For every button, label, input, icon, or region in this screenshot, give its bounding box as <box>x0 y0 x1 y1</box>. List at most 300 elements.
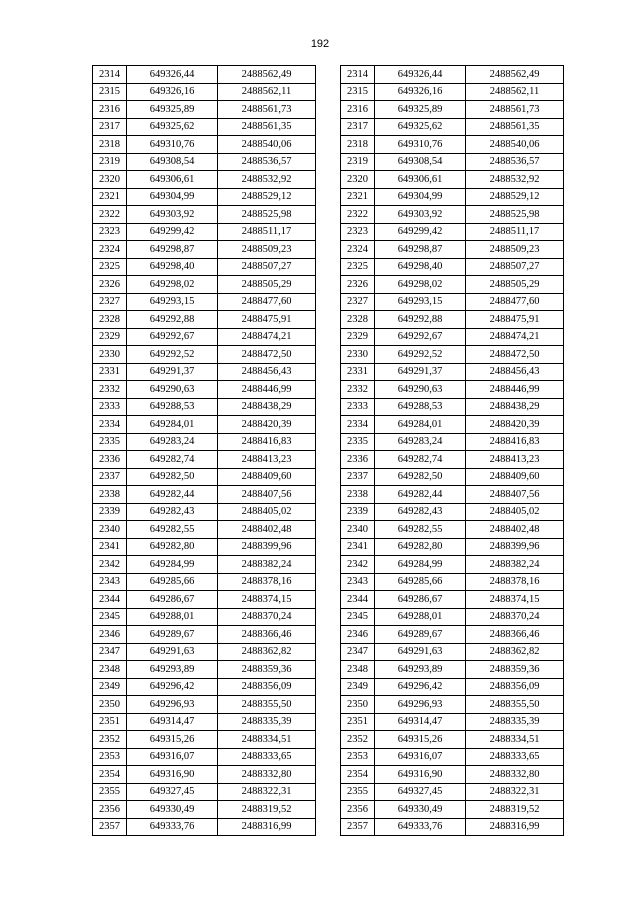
y-coordinate-cell: 2488507,27 <box>218 258 316 276</box>
x-coordinate-cell: 649325,62 <box>375 118 466 136</box>
point-number-cell: 2336 <box>341 451 375 469</box>
y-coordinate-cell: 2488477,60 <box>466 293 564 311</box>
point-number-cell: 2328 <box>93 311 127 329</box>
table-row <box>341 346 564 364</box>
table-row <box>341 818 564 836</box>
y-coordinate-cell: 2488333,65 <box>218 748 316 766</box>
y-coordinate-cell: 2488525,98 <box>466 206 564 224</box>
x-coordinate-cell: 649283,24 <box>375 433 466 451</box>
table-row <box>341 293 564 311</box>
y-coordinate-cell: 2488529,12 <box>466 188 564 206</box>
y-coordinate-cell: 2488562,49 <box>218 66 316 84</box>
point-number-cell: 2348 <box>93 661 127 679</box>
point-number-cell: 2356 <box>93 801 127 819</box>
x-coordinate-cell: 649310,76 <box>127 136 218 154</box>
x-coordinate-cell: 649296,42 <box>127 678 218 696</box>
point-number-cell: 2341 <box>341 538 375 556</box>
table-row <box>93 801 316 819</box>
table-row <box>93 503 316 521</box>
table-row <box>93 538 316 556</box>
y-coordinate-cell: 2488374,15 <box>466 591 564 609</box>
y-coordinate-cell: 2488413,23 <box>466 451 564 469</box>
point-number-cell: 2343 <box>93 573 127 591</box>
y-coordinate-cell: 2488446,99 <box>218 381 316 399</box>
x-coordinate-cell: 649289,67 <box>375 626 466 644</box>
table-row <box>341 521 564 539</box>
point-number-cell: 2319 <box>341 153 375 171</box>
x-coordinate-cell: 649316,90 <box>375 766 466 784</box>
table-row <box>93 818 316 836</box>
table-row <box>341 276 564 294</box>
point-number-cell: 2315 <box>93 83 127 101</box>
table-row <box>93 136 316 154</box>
table-row <box>93 328 316 346</box>
table-row <box>93 626 316 644</box>
x-coordinate-cell: 649298,02 <box>127 276 218 294</box>
y-coordinate-cell: 2488561,35 <box>218 118 316 136</box>
table-row <box>341 626 564 644</box>
x-coordinate-cell: 649291,63 <box>127 643 218 661</box>
y-coordinate-cell: 2488416,83 <box>218 433 316 451</box>
table-row <box>93 451 316 469</box>
y-coordinate-cell: 2488525,98 <box>218 206 316 224</box>
table-row <box>341 153 564 171</box>
point-number-cell: 2353 <box>341 748 375 766</box>
y-coordinate-cell: 2488475,91 <box>466 311 564 329</box>
x-coordinate-cell: 649282,80 <box>127 538 218 556</box>
point-number-cell: 2334 <box>341 416 375 434</box>
x-coordinate-cell: 649288,01 <box>375 608 466 626</box>
y-coordinate-cell: 2488407,56 <box>466 486 564 504</box>
x-coordinate-cell: 649291,37 <box>375 363 466 381</box>
x-coordinate-cell: 649299,42 <box>127 223 218 241</box>
x-coordinate-cell: 649292,67 <box>375 328 466 346</box>
y-coordinate-cell: 2488511,17 <box>466 223 564 241</box>
table-row <box>341 433 564 451</box>
y-coordinate-cell: 2488399,96 <box>218 538 316 556</box>
point-number-cell: 2325 <box>93 258 127 276</box>
x-coordinate-cell: 649282,44 <box>127 486 218 504</box>
y-coordinate-cell: 2488532,92 <box>218 171 316 189</box>
point-number-cell: 2314 <box>93 66 127 84</box>
table-row <box>341 83 564 101</box>
x-coordinate-cell: 649326,44 <box>375 66 466 84</box>
point-number-cell: 2339 <box>341 503 375 521</box>
point-number-cell: 2351 <box>93 713 127 731</box>
table-row <box>93 223 316 241</box>
y-coordinate-cell: 2488362,82 <box>466 643 564 661</box>
y-coordinate-cell: 2488370,24 <box>466 608 564 626</box>
y-coordinate-cell: 2488562,11 <box>466 83 564 101</box>
point-number-cell: 2339 <box>93 503 127 521</box>
table-row <box>93 748 316 766</box>
table-row <box>341 801 564 819</box>
x-coordinate-cell: 649315,26 <box>127 731 218 749</box>
point-number-cell: 2329 <box>93 328 127 346</box>
point-number-cell: 2333 <box>341 398 375 416</box>
point-number-cell: 2344 <box>341 591 375 609</box>
x-coordinate-cell: 649286,67 <box>375 591 466 609</box>
y-coordinate-cell: 2488355,50 <box>466 696 564 714</box>
table-row <box>93 696 316 714</box>
table-row <box>341 696 564 714</box>
point-number-cell: 2328 <box>341 311 375 329</box>
table-row <box>93 276 316 294</box>
table-row <box>341 188 564 206</box>
x-coordinate-cell: 649303,92 <box>375 206 466 224</box>
x-coordinate-cell: 649291,37 <box>127 363 218 381</box>
point-number-cell: 2316 <box>93 101 127 119</box>
point-number-cell: 2343 <box>341 573 375 591</box>
y-coordinate-cell: 2488561,73 <box>218 101 316 119</box>
x-coordinate-cell: 649284,01 <box>127 416 218 434</box>
y-coordinate-cell: 2488529,12 <box>218 188 316 206</box>
x-coordinate-cell: 649330,49 <box>127 801 218 819</box>
y-coordinate-cell: 2488420,39 <box>218 416 316 434</box>
x-coordinate-cell: 649298,40 <box>375 258 466 276</box>
table-row <box>93 678 316 696</box>
x-coordinate-cell: 649282,55 <box>127 521 218 539</box>
point-number-cell: 2337 <box>341 468 375 486</box>
y-coordinate-cell: 2488356,09 <box>466 678 564 696</box>
point-number-cell: 2316 <box>341 101 375 119</box>
table-row <box>93 101 316 119</box>
x-coordinate-cell: 649333,76 <box>375 818 466 836</box>
y-coordinate-cell: 2488474,21 <box>218 328 316 346</box>
x-coordinate-cell: 649326,16 <box>127 83 218 101</box>
page-number: 192 <box>310 38 330 50</box>
point-number-cell: 2324 <box>93 241 127 259</box>
point-number-cell: 2354 <box>341 766 375 784</box>
point-number-cell: 2348 <box>341 661 375 679</box>
y-coordinate-cell: 2488475,91 <box>218 311 316 329</box>
y-coordinate-cell: 2488420,39 <box>466 416 564 434</box>
table-row <box>341 223 564 241</box>
table-row <box>341 591 564 609</box>
point-number-cell: 2356 <box>341 801 375 819</box>
y-coordinate-cell: 2488456,43 <box>466 363 564 381</box>
table-row <box>341 783 564 801</box>
y-coordinate-cell: 2488509,23 <box>466 241 564 259</box>
x-coordinate-cell: 649282,74 <box>375 451 466 469</box>
x-coordinate-cell: 649282,74 <box>127 451 218 469</box>
point-number-cell: 2352 <box>93 731 127 749</box>
table-row <box>93 608 316 626</box>
point-number-cell: 2340 <box>341 521 375 539</box>
x-coordinate-cell: 649282,43 <box>375 503 466 521</box>
x-coordinate-cell: 649282,50 <box>375 468 466 486</box>
y-coordinate-cell: 2488319,52 <box>466 801 564 819</box>
point-number-cell: 2354 <box>93 766 127 784</box>
y-coordinate-cell: 2488333,65 <box>466 748 564 766</box>
point-number-cell: 2350 <box>341 696 375 714</box>
table-row <box>341 556 564 574</box>
point-number-cell: 2317 <box>93 118 127 136</box>
point-number-cell: 2342 <box>341 556 375 574</box>
x-coordinate-cell: 649293,89 <box>127 661 218 679</box>
y-coordinate-cell: 2488319,52 <box>218 801 316 819</box>
x-coordinate-cell: 649296,42 <box>375 678 466 696</box>
y-coordinate-cell: 2488322,31 <box>466 783 564 801</box>
point-number-cell: 2340 <box>93 521 127 539</box>
point-number-cell: 2321 <box>93 188 127 206</box>
point-number-cell: 2347 <box>341 643 375 661</box>
y-coordinate-cell: 2488332,80 <box>218 766 316 784</box>
point-number-cell: 2318 <box>341 136 375 154</box>
point-number-cell: 2333 <box>93 398 127 416</box>
table-row <box>93 293 316 311</box>
y-coordinate-cell: 2488511,17 <box>218 223 316 241</box>
table-row <box>341 206 564 224</box>
x-coordinate-cell: 649325,89 <box>375 101 466 119</box>
table-row <box>341 398 564 416</box>
point-number-cell: 2318 <box>93 136 127 154</box>
y-coordinate-cell: 2488540,06 <box>466 136 564 154</box>
point-number-cell: 2325 <box>341 258 375 276</box>
x-coordinate-cell: 649290,63 <box>127 381 218 399</box>
x-coordinate-cell: 649296,93 <box>127 696 218 714</box>
table-row <box>341 136 564 154</box>
table-row <box>93 416 316 434</box>
y-coordinate-cell: 2488413,23 <box>218 451 316 469</box>
y-coordinate-cell: 2488382,24 <box>218 556 316 574</box>
y-coordinate-cell: 2488374,15 <box>218 591 316 609</box>
table-row <box>93 381 316 399</box>
y-coordinate-cell: 2488405,02 <box>466 503 564 521</box>
table-row <box>341 503 564 521</box>
x-coordinate-cell: 649282,43 <box>127 503 218 521</box>
point-number-cell: 2336 <box>93 451 127 469</box>
y-coordinate-cell: 2488536,57 <box>466 153 564 171</box>
x-coordinate-cell: 649315,26 <box>375 731 466 749</box>
y-coordinate-cell: 2488507,27 <box>466 258 564 276</box>
table-row <box>341 468 564 486</box>
table-row <box>341 66 564 84</box>
x-coordinate-cell: 649327,45 <box>127 783 218 801</box>
x-coordinate-cell: 649303,92 <box>127 206 218 224</box>
point-number-cell: 2345 <box>341 608 375 626</box>
point-number-cell: 2332 <box>93 381 127 399</box>
x-coordinate-cell: 649325,89 <box>127 101 218 119</box>
x-coordinate-cell: 649316,90 <box>127 766 218 784</box>
x-coordinate-cell: 649292,52 <box>375 346 466 364</box>
x-coordinate-cell: 649292,67 <box>127 328 218 346</box>
table-row <box>341 661 564 679</box>
x-coordinate-cell: 649282,55 <box>375 521 466 539</box>
point-number-cell: 2334 <box>93 416 127 434</box>
point-number-cell: 2346 <box>341 626 375 644</box>
point-number-cell: 2326 <box>341 276 375 294</box>
table-row <box>341 416 564 434</box>
table-row <box>93 311 316 329</box>
table-row <box>93 783 316 801</box>
x-coordinate-cell: 649330,49 <box>375 801 466 819</box>
x-coordinate-cell: 649304,99 <box>127 188 218 206</box>
table-row <box>341 118 564 136</box>
y-coordinate-cell: 2488416,83 <box>466 433 564 451</box>
y-coordinate-cell: 2488438,29 <box>466 398 564 416</box>
y-coordinate-cell: 2488438,29 <box>218 398 316 416</box>
table-row <box>341 486 564 504</box>
x-coordinate-cell: 649291,63 <box>375 643 466 661</box>
point-number-cell: 2331 <box>93 363 127 381</box>
point-number-cell: 2330 <box>93 346 127 364</box>
y-coordinate-cell: 2488402,48 <box>466 521 564 539</box>
x-coordinate-cell: 649325,62 <box>127 118 218 136</box>
x-coordinate-cell: 649283,24 <box>127 433 218 451</box>
x-coordinate-cell: 649316,07 <box>127 748 218 766</box>
point-number-cell: 2317 <box>341 118 375 136</box>
table-row <box>93 188 316 206</box>
y-coordinate-cell: 2488359,36 <box>466 661 564 679</box>
x-coordinate-cell: 649292,52 <box>127 346 218 364</box>
y-coordinate-cell: 2488370,24 <box>218 608 316 626</box>
x-coordinate-cell: 649285,66 <box>375 573 466 591</box>
x-coordinate-cell: 649284,99 <box>375 556 466 574</box>
point-number-cell: 2335 <box>341 433 375 451</box>
y-coordinate-cell: 2488474,21 <box>466 328 564 346</box>
table-row <box>341 381 564 399</box>
table-row <box>93 433 316 451</box>
x-coordinate-cell: 649308,54 <box>375 153 466 171</box>
x-coordinate-cell: 649298,87 <box>375 241 466 259</box>
table-row <box>93 66 316 84</box>
table-row <box>93 398 316 416</box>
point-number-cell: 2347 <box>93 643 127 661</box>
y-coordinate-cell: 2488505,29 <box>466 276 564 294</box>
y-coordinate-cell: 2488362,82 <box>218 643 316 661</box>
table-row <box>93 521 316 539</box>
y-coordinate-cell: 2488509,23 <box>218 241 316 259</box>
point-number-cell: 2355 <box>93 783 127 801</box>
y-coordinate-cell: 2488332,80 <box>466 766 564 784</box>
table-row <box>341 171 564 189</box>
x-coordinate-cell: 649292,88 <box>375 311 466 329</box>
y-coordinate-cell: 2488561,35 <box>466 118 564 136</box>
table-row <box>93 643 316 661</box>
point-number-cell: 2330 <box>341 346 375 364</box>
x-coordinate-cell: 649326,16 <box>375 83 466 101</box>
table-row <box>341 241 564 259</box>
x-coordinate-cell: 649282,44 <box>375 486 466 504</box>
x-coordinate-cell: 649333,76 <box>127 818 218 836</box>
point-number-cell: 2344 <box>93 591 127 609</box>
table-row <box>341 363 564 381</box>
y-coordinate-cell: 2488355,50 <box>218 696 316 714</box>
y-coordinate-cell: 2488472,50 <box>466 346 564 364</box>
y-coordinate-cell: 2488378,16 <box>466 573 564 591</box>
x-coordinate-cell: 649298,02 <box>375 276 466 294</box>
table-row <box>93 206 316 224</box>
y-coordinate-cell: 2488405,02 <box>218 503 316 521</box>
y-coordinate-cell: 2488366,46 <box>218 626 316 644</box>
table-row <box>341 713 564 731</box>
point-number-cell: 2350 <box>93 696 127 714</box>
x-coordinate-cell: 649292,88 <box>127 311 218 329</box>
table-row <box>341 311 564 329</box>
x-coordinate-cell: 649282,80 <box>375 538 466 556</box>
table-row <box>341 573 564 591</box>
y-coordinate-cell: 2488382,24 <box>466 556 564 574</box>
table-row <box>93 661 316 679</box>
point-number-cell: 2353 <box>93 748 127 766</box>
point-number-cell: 2341 <box>93 538 127 556</box>
x-coordinate-cell: 649296,93 <box>375 696 466 714</box>
x-coordinate-cell: 649327,45 <box>375 783 466 801</box>
table-row <box>93 591 316 609</box>
point-number-cell: 2327 <box>341 293 375 311</box>
y-coordinate-cell: 2488505,29 <box>218 276 316 294</box>
y-coordinate-cell: 2488562,11 <box>218 83 316 101</box>
x-coordinate-cell: 649298,40 <box>127 258 218 276</box>
y-coordinate-cell: 2488561,73 <box>466 101 564 119</box>
table-row <box>341 538 564 556</box>
point-number-cell: 2329 <box>341 328 375 346</box>
table-row <box>93 713 316 731</box>
y-coordinate-cell: 2488356,09 <box>218 678 316 696</box>
table-row <box>93 241 316 259</box>
point-number-cell: 2345 <box>93 608 127 626</box>
x-coordinate-cell: 649316,07 <box>375 748 466 766</box>
x-coordinate-cell: 649293,15 <box>375 293 466 311</box>
table-row <box>93 486 316 504</box>
table-row <box>93 118 316 136</box>
y-coordinate-cell: 2488402,48 <box>218 521 316 539</box>
x-coordinate-cell: 649304,99 <box>375 188 466 206</box>
x-coordinate-cell: 649293,15 <box>127 293 218 311</box>
y-coordinate-cell: 2488472,50 <box>218 346 316 364</box>
table-row <box>93 171 316 189</box>
table-row <box>93 258 316 276</box>
table-row <box>93 766 316 784</box>
y-coordinate-cell: 2488409,60 <box>466 468 564 486</box>
x-coordinate-cell: 649290,63 <box>375 381 466 399</box>
point-number-cell: 2322 <box>341 206 375 224</box>
y-coordinate-cell: 2488322,31 <box>218 783 316 801</box>
x-coordinate-cell: 649288,01 <box>127 608 218 626</box>
y-coordinate-cell: 2488456,43 <box>218 363 316 381</box>
point-number-cell: 2351 <box>341 713 375 731</box>
point-number-cell: 2342 <box>93 556 127 574</box>
point-number-cell: 2338 <box>341 486 375 504</box>
point-number-cell: 2321 <box>341 188 375 206</box>
table-row <box>93 573 316 591</box>
point-number-cell: 2331 <box>341 363 375 381</box>
x-coordinate-cell: 649306,61 <box>375 171 466 189</box>
y-coordinate-cell: 2488399,96 <box>466 538 564 556</box>
table-row <box>341 451 564 469</box>
y-coordinate-cell: 2488334,51 <box>218 731 316 749</box>
point-number-cell: 2320 <box>341 171 375 189</box>
x-coordinate-cell: 649288,53 <box>375 398 466 416</box>
y-coordinate-cell: 2488359,36 <box>218 661 316 679</box>
point-number-cell: 2319 <box>93 153 127 171</box>
x-coordinate-cell: 649299,42 <box>375 223 466 241</box>
table-row <box>341 258 564 276</box>
x-coordinate-cell: 649293,89 <box>375 661 466 679</box>
x-coordinate-cell: 649289,67 <box>127 626 218 644</box>
y-coordinate-cell: 2488378,16 <box>218 573 316 591</box>
table-row <box>341 608 564 626</box>
table-row <box>341 643 564 661</box>
y-coordinate-cell: 2488540,06 <box>218 136 316 154</box>
table-row <box>341 748 564 766</box>
table-row <box>93 153 316 171</box>
point-number-cell: 2355 <box>341 783 375 801</box>
point-number-cell: 2357 <box>341 818 375 836</box>
table-row <box>93 83 316 101</box>
coordinates-table-left <box>92 65 316 836</box>
